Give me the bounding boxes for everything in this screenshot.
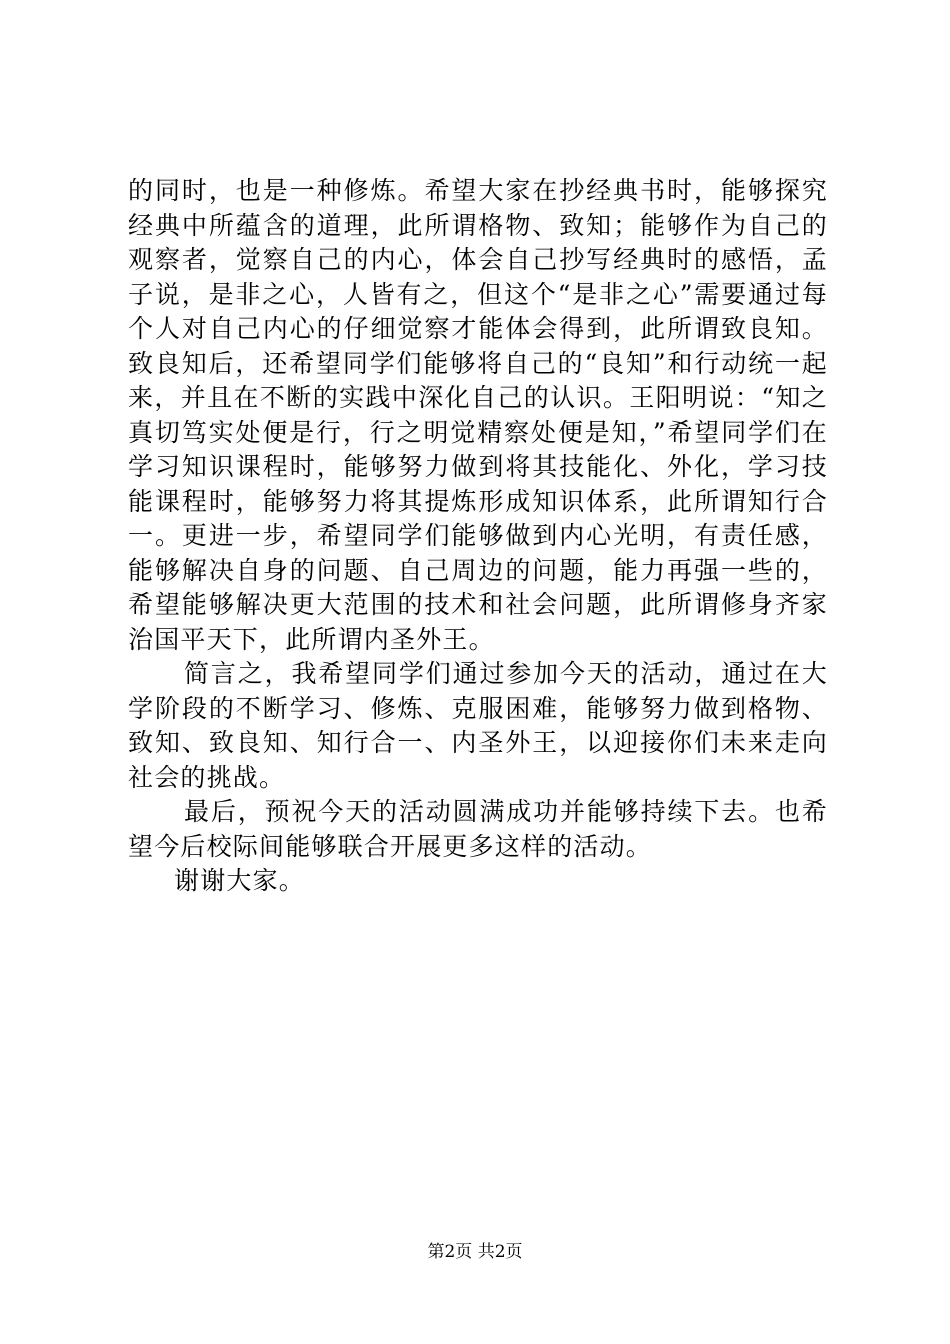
- paragraph-thanks: 谢谢大家。: [174, 866, 306, 895]
- paragraph-continuation: 的同时，也是一种修炼。希望大家在抄经典书时，能够探究经典中所蕴含的道理，此所谓格物、致知；能够作为自己的观察者，觉察自己的内心，体会自己抄写经典时的感悟，孟子说，是非之心，人皆有之，但这个“是非之心”需要通过每个人对自己内心的仔细觉察才能体会得到，此所谓致良知。致良知后，还希望同学们能够将自己的“良知”和行动统一起来，并且在不断的实践中深化自己的认识。王阳明说：“知之真切笃实处便是行，行之明觉精察处便是知，”希望同学们在学习知识课程时，能够努力做到将其技能化、外化，学习技能课程时，能够努力将其提炼形成知识体系，此所谓知行合一。更进一步，希望同学们能够做到内心光明，有责任感，能够解决自身的问题、自己周边的问题，能力再强一些的，希望能够解决更大范围的技术和社会问题，此所谓修身齐家治国平天下，此所谓内圣外王。: [128, 176, 828, 654]
- document-body: [128, 174, 828, 899]
- paragraph-closing-wish: 最后，预祝今天的活动圆满成功并能够持续下去。也希望今后校际间能够联合开展更多这样的活动。: [128, 797, 828, 861]
- page-number-footer: 第2页 共2页: [427, 1242, 523, 1262]
- paragraph-summary: 简言之，我希望同学们通过参加今天的活动，通过在大学阶段的不断学习、修炼、克服困难，能够努力做到格物、致知、致良知、知行合一、内圣外王，以迎接你们未来走向社会的挑战。: [128, 659, 828, 792]
